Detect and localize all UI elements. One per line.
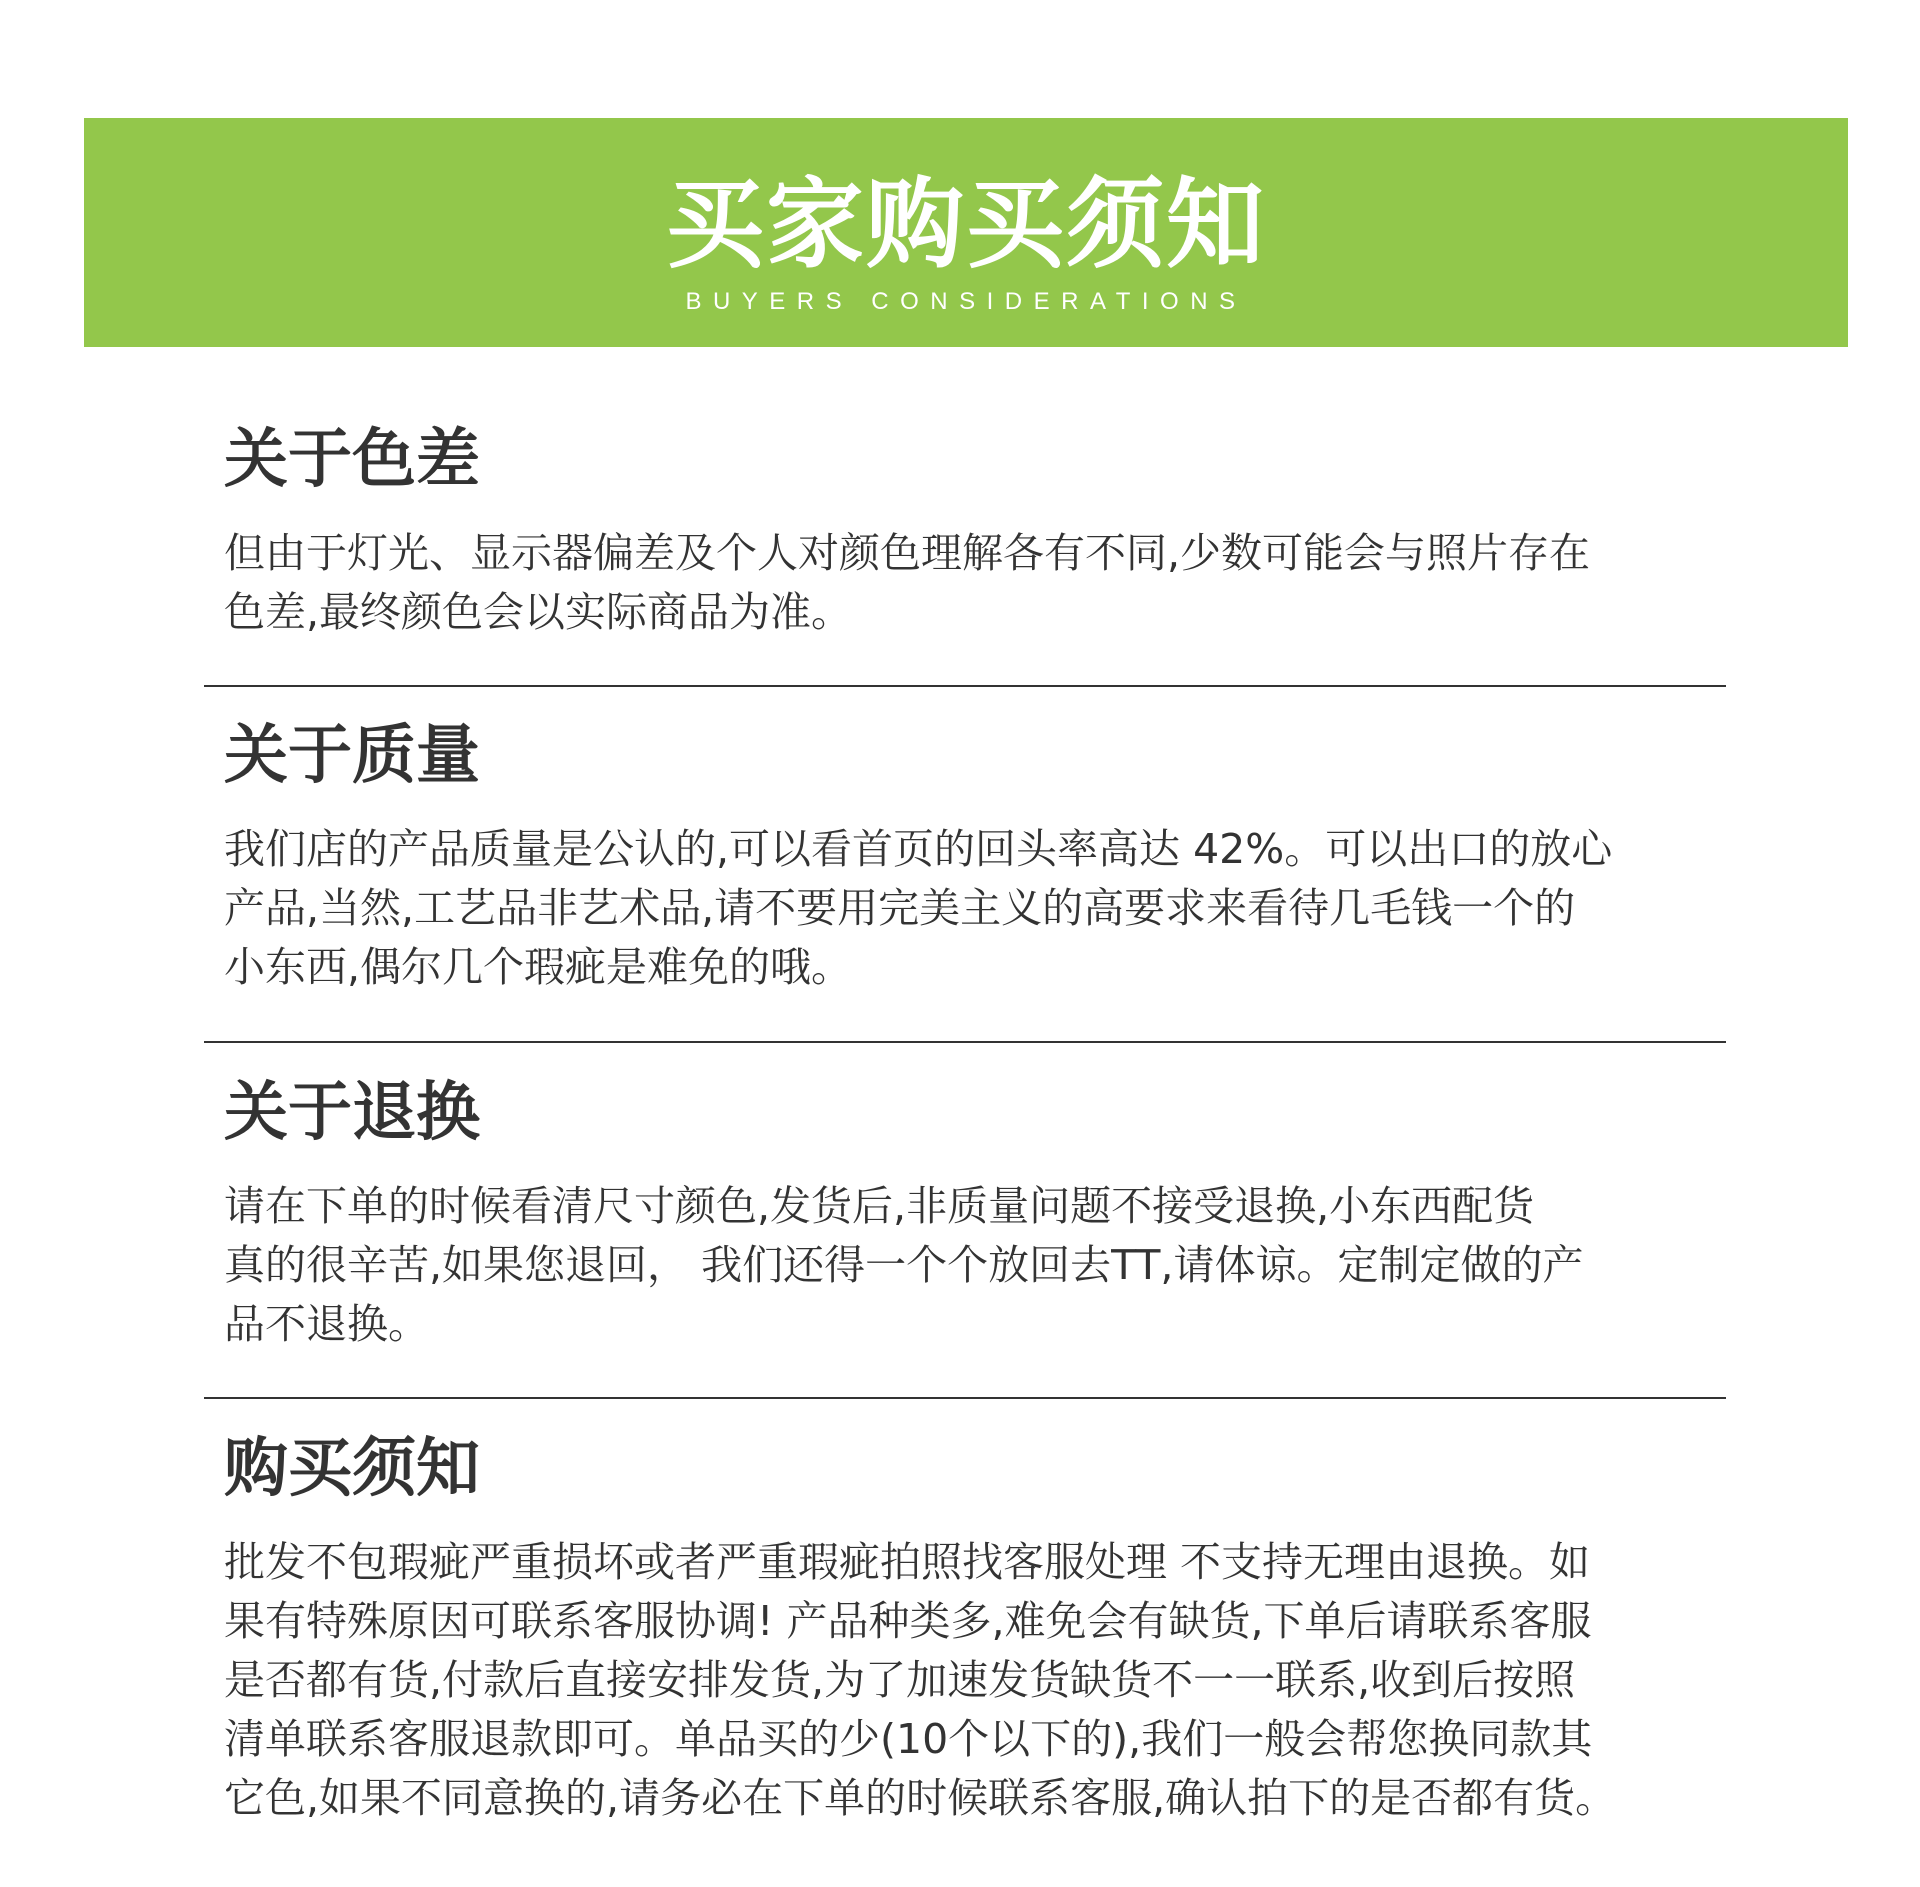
section-heading: 关于退换 <box>224 1076 480 1150</box>
section-heading: 关于质量 <box>224 719 480 793</box>
section-body: 请在下单的时候看清尺寸颜色,发货后,非质量问题不接受退换,小东西配货 真的很辛苦,如果您退回， 我们还得一个个放回去TT,请体谅。定制定做的产 品不退换。 <box>224 1182 1584 1348</box>
section-heading: 关于色差 <box>224 423 480 497</box>
page-subtitle: BUYERS CONSIDERATIONS <box>685 288 1247 315</box>
section-returns <box>224 1073 1712 1354</box>
section-body: 批发不包瑕疵严重损坏或者严重瑕疵拍照找客服处理 不支持无理由退换。如 果有特殊原因可联系客服协调! 产品种类多,难免会有缺货,下单后请联系客服 是否都有货,付款后直接安排发货,为了加速发货缺货不一一联系,收到后按照 清单联系客服退款即可。单品买的少(10个以下的),我们一般会帮您换同款其 它色,如果不同意换的,请务必在下单的时候联系客服,确认拍下的是否都有货。 <box>224 1538 1617 1822</box>
section-heading: 购买须知 <box>224 1432 480 1506</box>
page-title: 买家购买须知 <box>665 168 1266 282</box>
section-divider <box>204 685 1726 687</box>
header-banner <box>84 118 1848 347</box>
section-purchase-notice <box>224 1429 1712 1828</box>
section-quality <box>224 716 1712 997</box>
section-color-difference <box>224 420 1712 642</box>
section-body: 但由于灯光、显示器偏差及个人对颜色理解各有不同,少数可能会与照片存在 色差,最终颜色会以实际商品为准。 <box>224 529 1591 636</box>
section-body: 我们店的产品质量是公认的,可以看首页的回头率高达 42%。可以出口的放心 产品,当然,工艺品非艺术品,请不要用完美主义的高要求来看待几毛钱一个的 小东西,偶尔几个瑕疵是难免的哦。 <box>224 825 1613 991</box>
section-divider <box>204 1397 1726 1399</box>
section-divider <box>204 1041 1726 1043</box>
